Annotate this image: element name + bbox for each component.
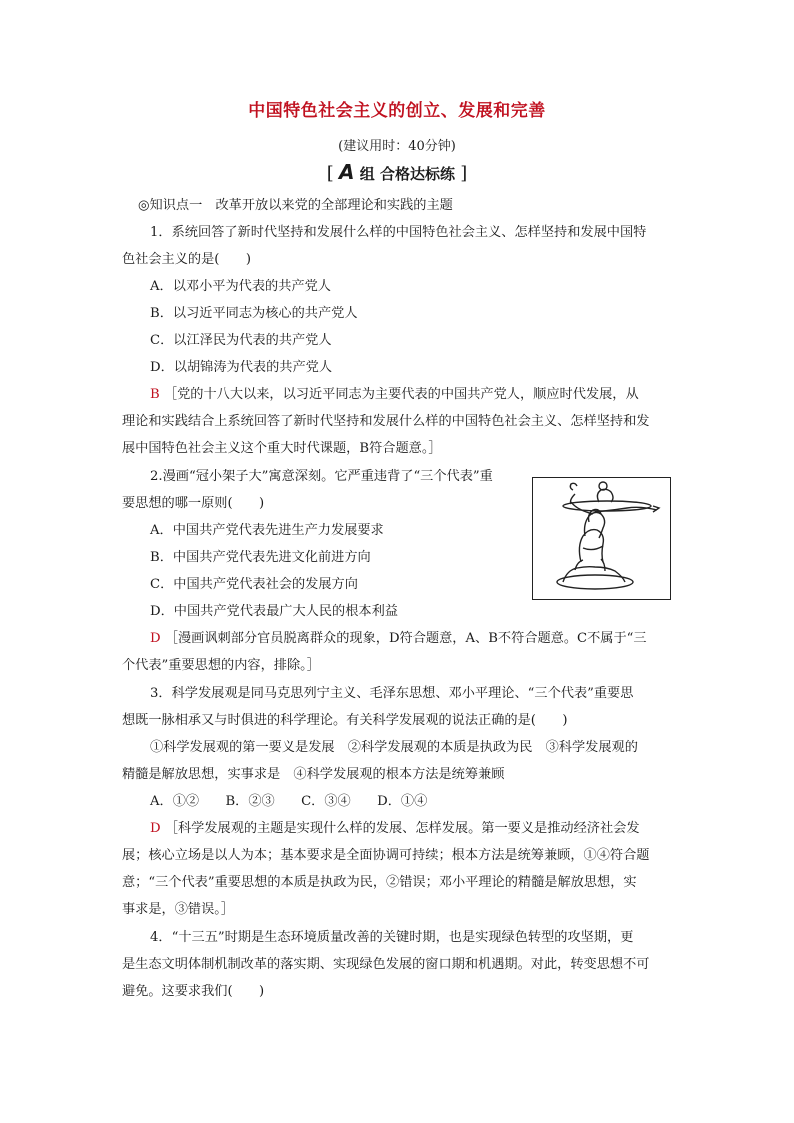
q3-statements-1: ①科学发展观的第一要义是发展 ②科学发展观的本质是执政为民 ③科学发展观的	[150, 740, 638, 755]
q2-stem-line-2: 要思想的哪一原则( )	[122, 496, 265, 511]
q1-option-a: A．以邓小平为代表的共产党人	[150, 279, 331, 294]
q2-option-a: A．中国共产党代表先进生产力发展要求	[150, 523, 384, 538]
q3-explanation-1: ［科学发展观的主题是实现什么样的发展、怎样发展。第一要义是推动经济社会发	[164, 821, 640, 836]
q4-stem-line-2: 是生态文明体制机制改革的落实期、实现绿色发展的窗口期和机遇期。对此，转变思想不可	[122, 957, 650, 972]
q1-explanation-1: ［党的十八大以来，以习近平同志为主要代表的中国共产党人，顺应时代发展，从	[163, 387, 639, 402]
q3-explanation-3: 意；“三个代表”重要思想的本质是执政为民，②错误；邓小平理论的精髓是解放思想，实	[122, 875, 637, 890]
q1-answer: B	[150, 387, 160, 402]
bracket-close: ]	[460, 163, 468, 184]
q2-option-c: C．中国共产党代表社会的发展方向	[150, 577, 358, 592]
q2-answer: D	[150, 631, 161, 646]
cartoon-image	[532, 477, 671, 600]
q2-option-b: B．中国共产党代表先进文化前进方向	[150, 550, 371, 565]
q3-stem-line-1: 3．科学发展观是同马克思列宁主义、毛泽东思想、邓小平理论、“三个代表”重要思	[150, 686, 634, 701]
group-label: 组 合格达标练	[359, 165, 455, 183]
q3-answer-line-1	[150, 820, 640, 838]
group-letter: A	[339, 160, 355, 184]
q4-stem-line-3: 避免。这要求我们( )	[122, 984, 265, 999]
q3-answer: D	[150, 821, 161, 836]
cartoon-official-big-cap-small-icon	[533, 478, 670, 599]
q3-explanation-4: 事求是，③错误。］	[122, 902, 235, 917]
q2-explanation-1: ［漫画讽刺部分官员脱离群众的现象，D符合题意，A、B不符合题意。C不属于“三	[164, 631, 647, 646]
q3-options: A．①② B．②③ C．③④ D．①④	[150, 794, 428, 809]
q1-stem-line-1: 1．系统回答了新时代坚持和发展什么样的中国特色社会主义、怎样坚持和发展中国特	[150, 225, 647, 240]
q3-statements-2: 精髓是解放思想，实事求是 ④科学发展观的根本方法是统筹兼顾	[122, 767, 505, 782]
q2-explanation-2: 个代表”重要思想的内容，排除。］	[122, 658, 320, 673]
knowledge-point: ◎知识点一 改革开放以来党的全部理论和实践的主题	[138, 198, 453, 213]
q2-option-d: D．中国共产党代表最广大人民的根本利益	[150, 604, 398, 619]
q1-explanation-2: 理论和实践结合上系统回答了新时代坚持和发展什么样的中国特色社会主义、怎样坚持和发	[122, 414, 650, 429]
page-title: 中国特色社会主义的创立、发展和完善	[248, 101, 546, 121]
q3-explanation-2: 展；核心立场是以人为本；基本要求是全面协调可持续；根本方法是统筹兼顾，①④符合题	[122, 848, 650, 863]
q4-stem-line-1: 4．“十三五”时期是生态环境质量改善的关键时期，也是实现绿色转型的攻坚期，更	[150, 930, 634, 945]
q2-stem-line-1: 2.漫画“冠小架子大”寓意深刻。它严重违背了“三个代表”重	[150, 469, 493, 484]
suggested-time: (建议用时：40分钟)	[338, 139, 456, 154]
q1-option-c: C．以江泽民为代表的共产党人	[150, 333, 332, 348]
q3-stem-line-2: 想既一脉相承又与时俱进的科学理论。有关科学发展观的说法正确的是( )	[122, 713, 568, 728]
q1-explanation-3: 展中国特色社会主义这个重大时代课题，B符合题意。］	[122, 441, 442, 456]
q2-answer-line-1	[150, 630, 647, 648]
q1-option-d: D．以胡锦涛为代表的共产党人	[150, 360, 333, 375]
q1-stem-line-2: 色社会主义的是( )	[122, 252, 251, 267]
bracket-open: [	[326, 163, 334, 184]
q1-option-b: B．以习近平同志为核心的共产党人	[150, 306, 358, 321]
group-header	[0, 160, 794, 184]
q1-answer-line-1	[150, 386, 639, 404]
